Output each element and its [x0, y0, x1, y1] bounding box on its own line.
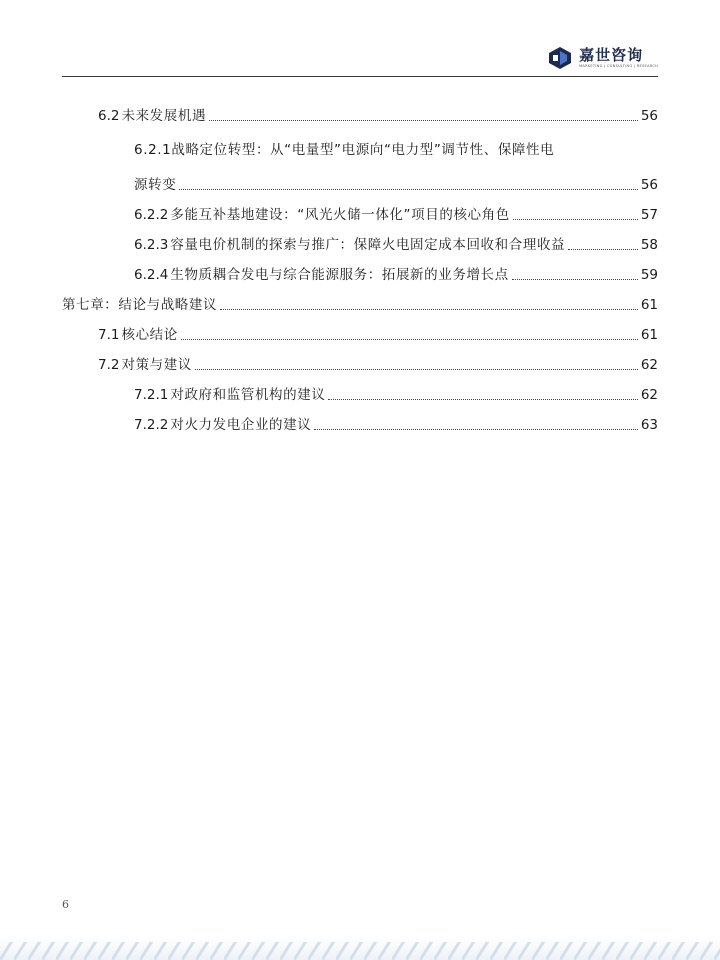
toc-entry-7-2[interactable]: [62, 345, 658, 375]
logo-name: 嘉世咨询: [579, 45, 644, 64]
toc-page-number: 63: [640, 417, 658, 433]
toc-page-number: 56: [640, 108, 658, 124]
dot-leader: [568, 249, 638, 250]
dot-leader: [195, 369, 638, 370]
page-number: 6: [62, 898, 69, 911]
toc-page-number: 56: [640, 177, 658, 193]
toc-page-number: 62: [640, 387, 658, 403]
toc-entry-6-2-4[interactable]: [62, 255, 658, 285]
toc-entry-6-2-1[interactable]: [62, 126, 658, 195]
logo-tagline: MARKETING | CONSULTING | RESEARCH: [579, 63, 658, 68]
toc-entry-title: 第七章：结论与战略建议: [62, 297, 218, 313]
toc-page-number: 58: [640, 237, 658, 253]
toc-page-number: 59: [640, 267, 658, 283]
dot-leader: [181, 339, 638, 340]
toc-entry-7-2-1[interactable]: [62, 375, 658, 405]
toc-entry-title: 7.2.2 对火力发电企业的建议: [134, 417, 312, 433]
dot-leader: [328, 399, 637, 400]
toc-entry-6-2[interactable]: [62, 96, 658, 126]
logo-mark-icon: [547, 45, 573, 71]
page-header: [62, 36, 658, 77]
toc-entry-6-2-2[interactable]: [62, 195, 658, 225]
toc-entry-title: 6.2.2 多能互补基地建设：“风光火储一体化”项目的核心角色: [134, 207, 510, 223]
toc-page-number: 61: [640, 327, 658, 343]
toc-entry-title: 7.2 对策与建议: [98, 357, 192, 373]
toc-entry-title: 7.2.1 对政府和监管机构的建议: [134, 387, 326, 403]
toc-entry-title: 7.1 核心结论: [98, 327, 178, 343]
toc-page-number: 61: [640, 297, 658, 313]
toc-entry-chapter-7[interactable]: [62, 285, 658, 315]
toc-page-number: 62: [640, 357, 658, 373]
dot-leader: [220, 309, 638, 310]
decorative-bottom-band: [0, 938, 720, 960]
toc-entry-7-1[interactable]: [62, 315, 658, 345]
hatch-pattern-icon: [0, 938, 720, 960]
toc-entry-7-2-2[interactable]: [62, 405, 658, 435]
dot-leader: [314, 429, 637, 430]
dot-leader: [513, 219, 638, 220]
dot-leader: [209, 120, 638, 121]
toc-entry-title: 6.2 未来发展机遇: [98, 108, 207, 124]
toc-entry-title-continued: 源转变: [134, 177, 177, 193]
table-of-contents: [62, 96, 658, 435]
toc-entry-title: 6.2.4 生物质耦合发电与综合能源服务：拓展新的业务增长点: [134, 267, 509, 283]
dot-leader: [512, 279, 638, 280]
dot-leader: [179, 189, 638, 190]
toc-entry-title: 6.2.1战略定位转型：从“电量型”电源向“电力型”调节性、保障性电: [134, 142, 555, 158]
company-logo: [547, 44, 658, 72]
toc-entry-6-2-3[interactable]: [62, 225, 658, 255]
toc-entry-title: 6.2.3 容量电价机制的探索与推广：保障火电固定成本回收和合理收益: [134, 237, 566, 253]
toc-page-number: 57: [640, 207, 658, 223]
